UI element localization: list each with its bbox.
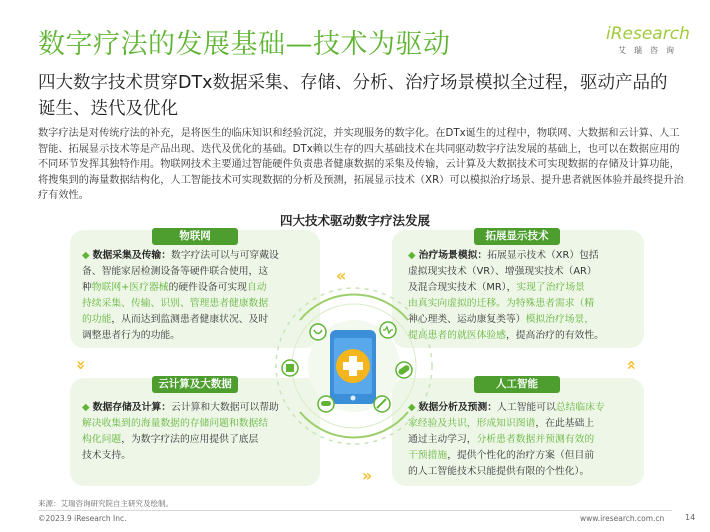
- panel-text-segment: ，提供个性化的治疗方案（但目前: [447, 450, 595, 461]
- tag-ai: 人工智能: [474, 376, 560, 393]
- chevron-down-icon: »: [72, 359, 92, 371]
- panel-text-segment: 构化问题: [82, 434, 122, 445]
- chevron-right-icon: »: [362, 466, 373, 485]
- panel-text-segment: 由真实向虚拟的迁移。为特殊患者需求（精: [408, 298, 595, 309]
- panel-text-segment: 备、智能家居检测设备等硬件联合使用，这: [82, 266, 269, 277]
- panel-text-segment: 物联网+医疗器械: [91, 282, 169, 293]
- panel-text-segment: 实现了治疗场景: [516, 282, 585, 293]
- panel-heading: 数据存储及计算：: [92, 402, 172, 413]
- tag-xr: 拓展显示技术: [474, 228, 560, 245]
- diagram-title: 四大技术驱动数字疗法发展: [279, 213, 430, 228]
- panel-text-segment: 人工智能可以: [497, 402, 556, 413]
- pill-icon: [318, 396, 334, 412]
- medical-cross-icon: [336, 349, 370, 383]
- medicine-box-icon: [282, 360, 298, 376]
- panel-text-segment: 家经验及共识，形成知识图谱: [408, 418, 536, 429]
- diamond-bullet-icon: ◆: [408, 402, 419, 413]
- chevron-up-icon: »: [621, 359, 641, 371]
- panel-text-segment: 持续采集、传输、识别、管理患者健康数据: [82, 298, 269, 309]
- panel-heading: 治疗场景模拟：: [418, 250, 488, 261]
- panel-text-segment: 提高患者的就医体验感: [408, 330, 506, 341]
- panel-text-segment: 虚拟现实技术（VR）、增强现实技术（AR）: [408, 266, 597, 277]
- heart-monitor-icon: [380, 322, 396, 338]
- panel-text-segment: 自动: [246, 282, 267, 293]
- panel-heading: 数据分析及预测：: [418, 402, 498, 413]
- panel-heading: 数据采集及传输：: [92, 250, 172, 261]
- diamond-bullet-icon: ◆: [82, 250, 93, 261]
- panel-text-segment: 的功能: [82, 314, 112, 325]
- panel-text-segment: 神心理类、运动康复类等）: [408, 314, 526, 325]
- intro-paragraph: 数字疗法是对传统疗法的补充，是将医生的临床知识和经验沉淀，并实现服务的数字化。在DTx诞生的过程中，物联网、大数据和云计算、人工智能、拓展显示技术等是产品出现、迭代及优化的基础。DTx赖以生存的四大基础技术在共同驱动数字疗法发展的基础上，也可以在数据应用的不同环节发挥其独特作用。物联网技术主要通过智能硬件负责患者健康数据的采集及传输，云计算及大数据技术可实现数据的存储及计算功能，将搜集到的海量数据结构化，人工智能技术可实现数据的分析及预测，拓展显示技术（XR）可以模拟治疗场景、提升患者就医体验并最终提升治疗有效性。: [38, 128, 684, 202]
- panel-text-segment: ，为数字疗法的应用提供了底层: [121, 434, 259, 445]
- bandage-icon: [396, 362, 412, 378]
- panel-text-segment: 云计算和大数据可以帮助: [171, 402, 279, 413]
- footer-divider: [38, 510, 672, 511]
- panel-text-segment: 总结临床专: [555, 402, 605, 413]
- chevron-left-icon: «: [336, 266, 347, 285]
- panel-text-segment: 分析患者数据并预测有效的: [476, 434, 595, 445]
- panel-text-segment: 拓展显示技术（XR）包括: [487, 250, 599, 261]
- footer-copyright: ©2023.9 iResearch Inc.: [38, 514, 127, 523]
- stethoscope-icon: [310, 324, 326, 340]
- panel-text-segment: ，提高治疗的有效性。: [505, 330, 604, 341]
- source-note: 来源：艾瑞咨询研究院自主研究及绘制。: [38, 499, 173, 508]
- panel-text-segment: 种: [82, 282, 92, 293]
- panel-text-segment: 的人工智能技术只能提供有限的个性化）。: [408, 466, 590, 477]
- panel-text-segment: 调整患者行为的功能。: [82, 330, 180, 341]
- page-number: 14: [685, 513, 696, 522]
- syringe-icon: [374, 396, 390, 412]
- diamond-bullet-icon: ◆: [408, 250, 419, 261]
- panel-text-segment: 解决收集到的海量数据的存储问题和数据结: [82, 418, 269, 429]
- panel-text-segment: 数字疗法可以与可穿戴设: [171, 250, 279, 261]
- page-subtitle: 四大数字技术贯穿DTx数据采集、存储、分析、治疗场景模拟全过程，驱动产品的诞生、迭代及优化: [38, 73, 668, 119]
- footer-url[interactable]: www.iresearch.com.cn: [580, 514, 665, 523]
- panel-text-segment: 及混合现实技术（MR），: [408, 282, 517, 293]
- diamond-bullet-icon: ◆: [82, 402, 93, 413]
- panel-text-segment: ，从而达到监测患者健康状况、及时: [111, 314, 269, 325]
- logo-cn: 艾瑞咨询: [618, 46, 682, 55]
- panel-text-segment: 的硬件设备可实现: [168, 282, 247, 293]
- tag-iot: 物联网: [152, 228, 238, 245]
- panel-text-segment: 通过主动学习，: [408, 434, 477, 445]
- panel-text-segment: ，在此基础上: [535, 418, 595, 429]
- panel-text-segment: 干预措施: [408, 450, 448, 461]
- panel-text-segment: 技术支持。: [82, 450, 131, 461]
- tag-cloud: 云计算及大数据: [152, 376, 238, 393]
- logo-brand: iResearch: [606, 24, 690, 44]
- page-title: 数字疗法的发展基础—技术为驱动: [38, 29, 451, 60]
- panel-text-segment: 模拟治疗场景，: [525, 314, 595, 325]
